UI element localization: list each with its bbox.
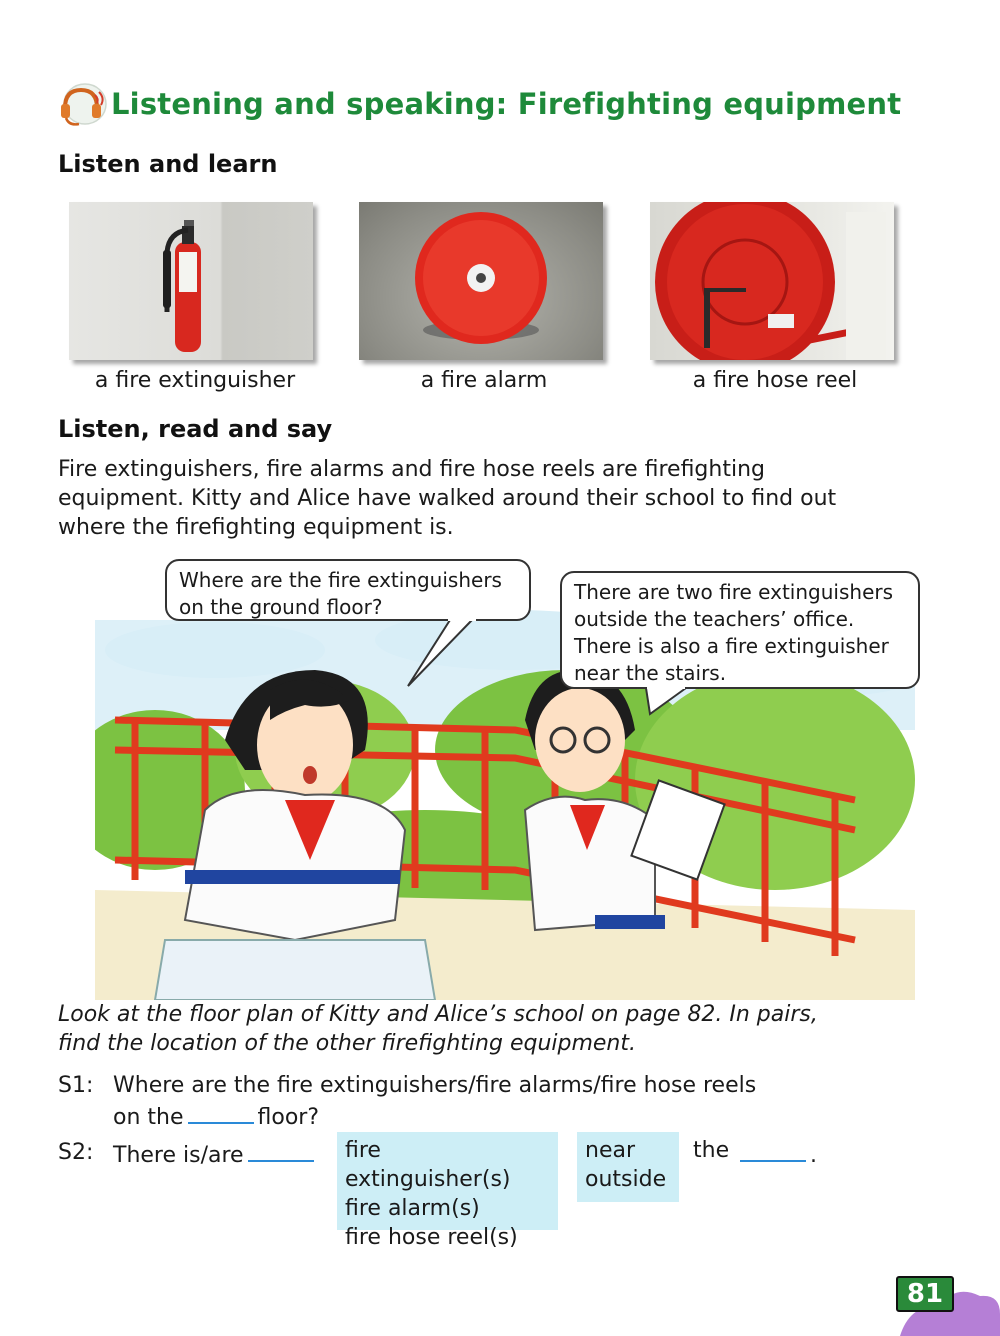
speech-bubble-alice: [560, 571, 920, 689]
instruction-line: find the location of the other firefighting equipment.: [58, 1031, 636, 1056]
caption-fire-extinguisher: a fire extinguisher: [94, 368, 296, 393]
bubble-line: on the ground floor?: [179, 595, 383, 619]
speaker-label-s1: S1:: [58, 1073, 94, 1098]
bubble-tail-alice: [640, 686, 700, 718]
s1-question: [113, 1071, 833, 1132]
s2-before-blank: There is/are: [113, 1143, 244, 1168]
option-item: fire hose reel(s): [345, 1225, 518, 1250]
bubble-line: There are two fire extinguishers: [574, 580, 894, 604]
page-title: Listening and speaking: Firefighting equipment: [111, 87, 902, 121]
section-heading-listen-read-say: Listen, read and say: [58, 415, 333, 443]
headset-icon: [55, 78, 107, 130]
pair-work-instruction: [58, 1000, 938, 1058]
option-item: fire alarm(s): [345, 1196, 480, 1221]
caption-fire-alarm: a fire alarm: [420, 368, 548, 393]
s2-end: [736, 1138, 817, 1168]
fire-extinguisher-photo: [69, 202, 313, 360]
bubble-tail-kitty: [400, 618, 480, 690]
intro-line: Fire extinguishers, fire alarms and fire hose reels are firefighting: [58, 457, 765, 482]
caption-fire-hose-reel: a fire hose reel: [692, 368, 858, 393]
intro-line: where the firefighting equipment is.: [58, 515, 454, 540]
s2-answer-start: [113, 1138, 318, 1170]
equipment-options-box: [337, 1132, 558, 1250]
option-preposition: outside: [585, 1167, 667, 1192]
fire-alarm-photo: [359, 202, 603, 360]
intro-paragraph: [58, 455, 938, 542]
s1-line-2: [113, 1100, 833, 1132]
s2-period: .: [810, 1143, 817, 1168]
page-number: 81: [896, 1276, 954, 1312]
fill-blank-location: [740, 1138, 806, 1162]
option-item: fire extinguisher(s): [345, 1138, 511, 1192]
bubble-line: outside the teachers’ office.: [574, 607, 855, 631]
title-bar: [55, 78, 901, 130]
fill-blank-number: [248, 1138, 314, 1162]
bubble-line: near the stairs.: [574, 661, 727, 685]
option-preposition: near: [585, 1138, 636, 1163]
instruction-line: Look at the floor plan of Kitty and Alice’s school on page 82. In pairs,: [58, 1002, 818, 1027]
section-heading-listen-learn: Listen and learn: [58, 150, 278, 178]
fire-hose-reel-photo: [650, 202, 894, 360]
speaker-label-s2: S2:: [58, 1140, 94, 1165]
bubble-line: There is also a fire extinguisher: [574, 634, 889, 658]
s2-the: the: [693, 1138, 730, 1163]
preposition-options-box: [577, 1132, 679, 1202]
s1-line-1: Where are the fire extinguishers/fire alarms/fire hose reels: [113, 1073, 757, 1098]
s1-before-blank: on the: [113, 1105, 184, 1130]
fill-blank-floor: [188, 1100, 254, 1124]
speech-bubble-kitty: [165, 559, 531, 621]
intro-line: equipment. Kitty and Alice have walked around their school to find out: [58, 486, 837, 511]
s1-after-blank: floor?: [257, 1105, 320, 1130]
bubble-line: Where are the fire extinguishers: [179, 568, 502, 592]
